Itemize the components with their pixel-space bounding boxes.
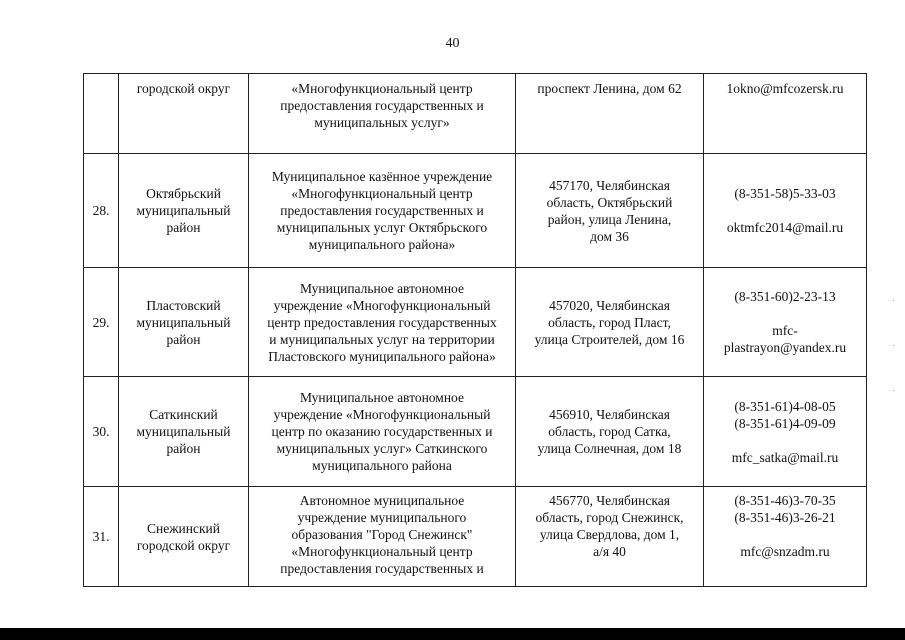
address-line: область, город Снежинск,: [535, 510, 684, 525]
table-row: [84, 487, 867, 587]
line-gap: [709, 305, 861, 322]
contact-line: (8-351-61)4-09-09: [734, 415, 836, 431]
organization-line: «Многофункциональный центр: [291, 544, 473, 559]
row-number-cell: 30.: [84, 377, 119, 487]
organization-line: предоставления государственных и: [280, 561, 484, 576]
municipality-line: Саткинский: [149, 407, 218, 422]
organization-line: муниципального района»: [308, 237, 456, 252]
contact-line: plastrayon@yandex.ru: [723, 340, 847, 355]
address-line: район, улица Ленина,: [547, 211, 672, 227]
municipality-cell: [119, 377, 249, 487]
organization-line: Муниципальное казённое учреждение: [271, 169, 493, 184]
address-line: улица Солнечная, дом 18: [537, 441, 682, 456]
municipality-line: район: [166, 331, 201, 347]
address-line: проспект Ленина, дом 62: [537, 81, 682, 96]
municipality-cell: [119, 487, 249, 587]
organization-line: центр предоставления государственных: [267, 314, 497, 330]
scan-speck: [893, 345, 894, 346]
municipality-line: Пластовский: [146, 297, 221, 313]
contact-line: mfc@snzadm.ru: [740, 544, 830, 559]
contact-line: mfc-: [772, 323, 798, 338]
address-line: 457020, Челябинская: [549, 297, 670, 313]
contacts-cell: [704, 154, 867, 268]
table-body: [84, 74, 867, 587]
organization-cell: [249, 154, 516, 268]
scan-speck: [893, 300, 894, 301]
scan-bottom-edge: [0, 628, 905, 640]
row-number-cell: 28.: [84, 154, 119, 268]
organization-line: учреждение «Многофункциональный: [273, 407, 491, 422]
municipality-cell: [119, 268, 249, 377]
row-number-cell: 29.: [84, 268, 119, 377]
organization-line: Пластовского муниципального района»: [268, 348, 496, 364]
organization-line: муниципального района: [312, 458, 452, 473]
mfc-table: [83, 73, 867, 587]
contacts-cell: [704, 268, 867, 377]
contacts-cell: [704, 487, 867, 587]
municipality-line: район: [166, 220, 201, 235]
row-number-cell: 31.: [84, 487, 119, 587]
contact-line: (8-351-60)2-23-13: [734, 289, 836, 304]
organization-line: «Многофункциональный центр: [291, 81, 473, 96]
scan-speck: [893, 390, 894, 391]
table-row: [84, 377, 867, 487]
contact-line: (8-351-58)5-33-03: [734, 186, 836, 201]
organization-line: Муниципальное автономное: [300, 390, 464, 405]
address-cell: [516, 268, 704, 377]
organization-line: муниципальных услуг Октябрьского: [276, 220, 488, 235]
address-line: область, город Сатка,: [548, 424, 671, 439]
address-line: 456770, Челябинская: [549, 493, 670, 508]
address-line: дом 36: [590, 228, 629, 244]
municipality-line: муниципальный: [136, 424, 231, 439]
address-line: а/я 40: [593, 544, 626, 559]
address-cell: [516, 377, 704, 487]
address-cell: [516, 74, 704, 154]
line-gap: [709, 432, 861, 449]
contact-line: 1okno@mfcozersk.ru: [726, 81, 844, 96]
municipality-line: городской округ: [136, 537, 231, 553]
organization-line: предоставления государственных и: [280, 98, 484, 113]
table-row: [84, 268, 867, 377]
organization-line: центр по оказанию государственных и: [271, 424, 493, 439]
row-number-cell: [84, 74, 119, 154]
page-number: 40: [445, 36, 460, 51]
contacts-cell: [704, 74, 867, 154]
municipality-cell: [119, 74, 249, 154]
contact-line: (8-351-46)3-70-35: [734, 493, 836, 508]
address-line: улица Строителей, дом 16: [534, 331, 685, 347]
organization-cell: [249, 74, 516, 154]
organization-cell: [249, 268, 516, 377]
organization-cell: [249, 487, 516, 587]
organization-line: учреждение муниципального: [297, 510, 467, 525]
municipality-line: Снежинский: [147, 520, 220, 536]
address-line: область, Октябрьский: [546, 194, 673, 210]
organization-line: «Многофункциональный центр: [291, 186, 473, 201]
line-gap: [709, 526, 861, 543]
address-line: улица Свердлова, дом 1,: [539, 527, 680, 542]
contact-line: mfc_satka@mail.ru: [731, 449, 839, 465]
address-cell: [516, 154, 704, 268]
organization-line: муниципальных услуг» Саткинского: [276, 441, 488, 456]
address-line: область, город Пласт,: [548, 314, 671, 330]
organization-cell: [249, 377, 516, 487]
address-line: 456910, Челябинская: [549, 407, 670, 422]
organization-line: Автономное муниципальное: [299, 493, 465, 508]
municipality-line: городской округ: [136, 81, 231, 96]
municipality-cell: [119, 154, 249, 268]
table-row: [84, 74, 867, 154]
address-cell: [516, 487, 704, 587]
organization-line: предоставления государственных и: [280, 203, 484, 218]
municipality-line: Октябрьский: [146, 186, 221, 201]
organization-line: муниципальных услуг»: [314, 115, 450, 130]
table-row: [84, 154, 867, 268]
contact-line: oktmfc2014@mail.ru: [726, 220, 844, 235]
contacts-cell: [704, 377, 867, 487]
organization-line: Муниципальное автономное: [300, 280, 464, 296]
contact-line: (8-351-46)3-26-21: [734, 510, 836, 525]
municipality-line: район: [166, 441, 201, 456]
organization-line: и муниципальных услуг на территории: [269, 331, 495, 347]
organization-line: учреждение «Многофункциональный: [273, 297, 491, 313]
contact-line: (8-351-61)4-08-05: [734, 398, 836, 414]
municipality-line: муниципальный: [136, 203, 231, 218]
address-line: 457170, Челябинская: [549, 177, 670, 193]
organization-line: образования "Город Снежинск": [291, 527, 473, 542]
municipality-line: муниципальный: [136, 314, 231, 330]
line-gap: [709, 202, 861, 219]
